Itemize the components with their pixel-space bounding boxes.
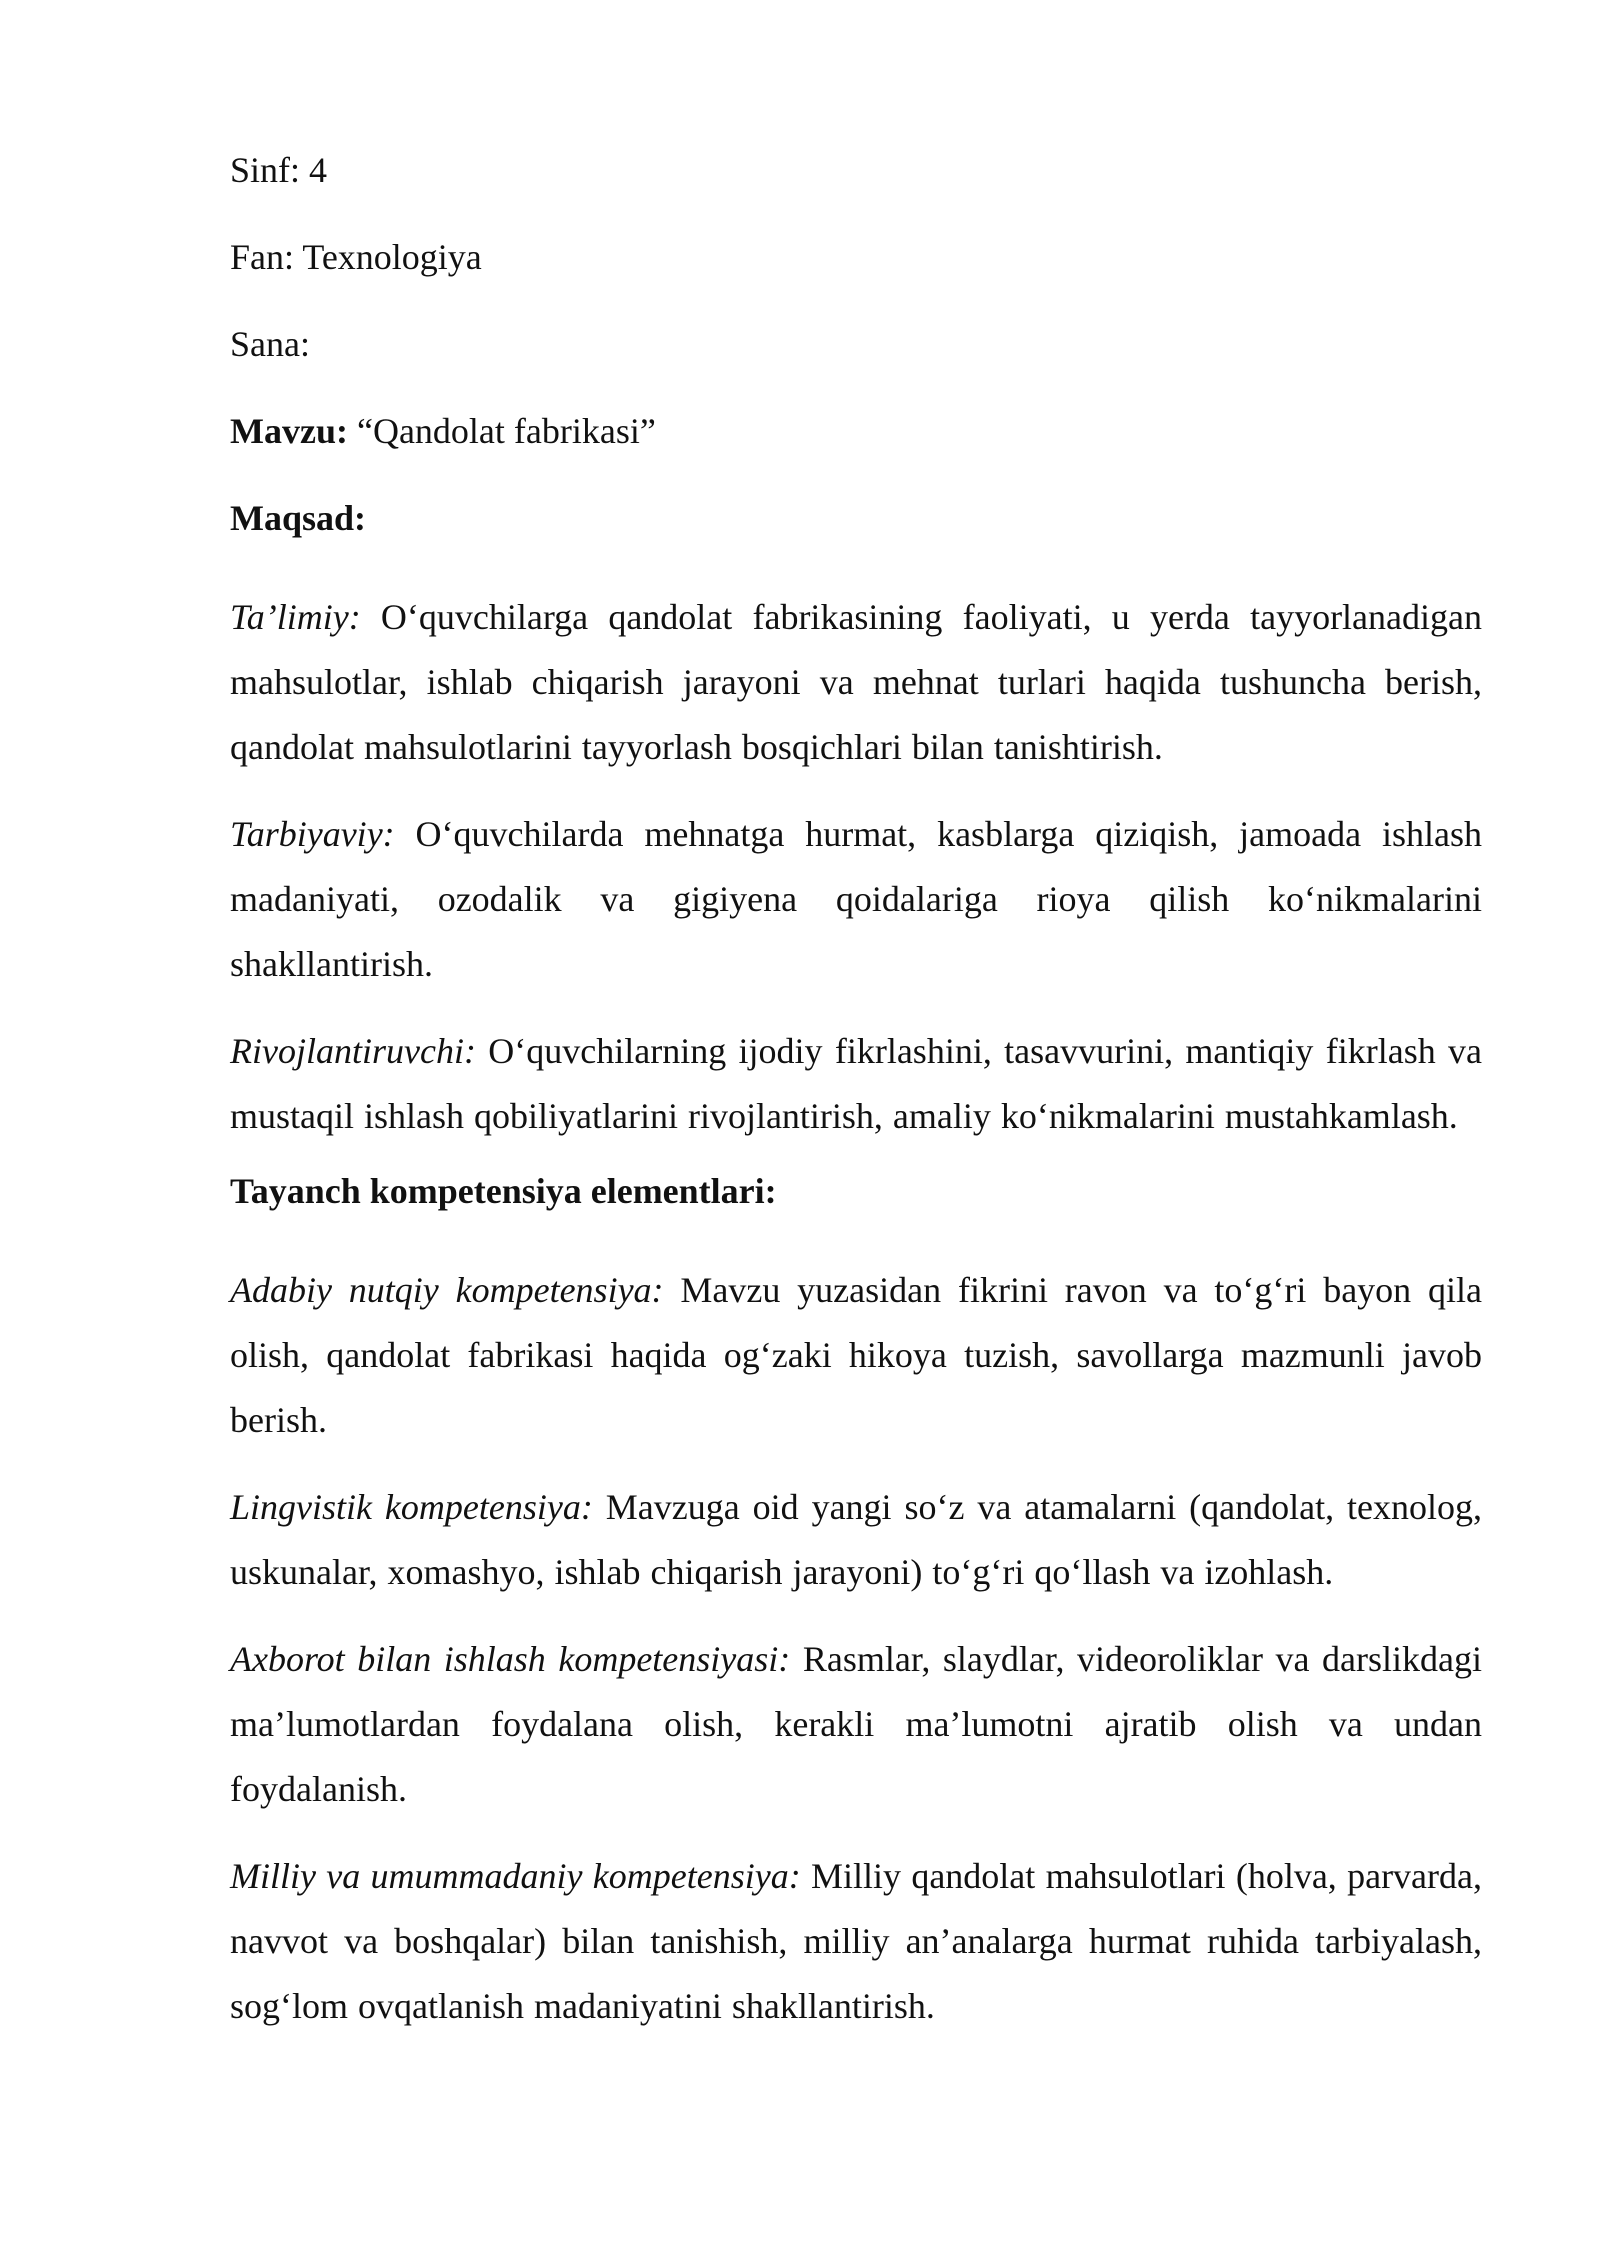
goal-educational-text: O‘quvchilarga qandolat fabrikasining faoliyati, u yerda tayyorlanadigan mahsulotlar, ishlab chiqarish jarayoni va mehnat turlari haqida tushuncha berish, qandolat mahsulotlarini tayyorlash bosqichlari bilan tanishtirish. <box>230 597 1482 767</box>
competency-linguistic <box>230 1475 1482 1605</box>
goal-educational <box>230 585 1482 780</box>
topic-line <box>230 411 1482 451</box>
goal-educational-label: Ta’limiy: <box>230 597 361 637</box>
competency-information-label: Axborot bilan ishlash kompetensiyasi: <box>230 1639 791 1679</box>
competency-literary-speech <box>230 1258 1482 1453</box>
topic-label: Mavzu: <box>230 411 348 451</box>
goal-upbringing-label: Tarbiyaviy: <box>230 814 395 854</box>
competency-national-cultural <box>230 1844 1482 2039</box>
goal-upbringing <box>230 802 1482 997</box>
competency-literary-speech-text: Mavzu yuzasidan fikrini ravon va to‘g‘ri bayon qila olish, qandolat fabrikasi haqida og‘zaki hikoya tuzish, savollarga mazmunli javob berish. <box>230 1270 1482 1440</box>
competency-national-cultural-text: Milliy qandolat mahsulotlari (holva, parvarda, navvot va boshqalar) bilan tanishish, milliy an’analarga hurmat ruhida tarbiyalash, sog‘lom ovqatlanish madaniyatini shakllantirish. <box>230 1856 1482 2026</box>
competency-literary-speech-label: Adabiy nutqiy kompetensiya: <box>230 1270 664 1310</box>
competency-national-cultural-label: Milliy va umummadaniy kompetensiya: <box>230 1856 801 1896</box>
grade-line: Sinf: 4 <box>230 150 328 190</box>
goals-heading: Maqsad: <box>230 498 367 538</box>
competencies-heading: Tayanch kompetensiya elementlari: <box>230 1171 777 1211</box>
topic-value: “Qandolat fabrikasi” <box>347 411 656 451</box>
competency-linguistic-label: Lingvistik kompetensiya: <box>230 1487 593 1527</box>
competency-information <box>230 1627 1482 1822</box>
competency-information-text: Rasmlar, slaydlar, videoroliklar va darslikdagi ma’lumotlardan foydalana olish, kerakli ma’lumotni ajratib olish va undan foydalanish. <box>230 1639 1482 1809</box>
goal-developmental <box>230 1019 1482 1149</box>
subject-line: Fan: Texnologiya <box>230 237 482 277</box>
goal-developmental-label: Rivojlantiruvchi: <box>230 1031 476 1071</box>
goal-developmental-text: O‘quvchilarning ijodiy fikrlashini, tasavvurini, mantiqiy fikrlash va mustaqil ishlash qobiliyatlarini rivojlantirish, amaliy ko‘nikmalarini mustahkamlash. <box>230 1031 1482 1136</box>
date-line: Sana: <box>230 324 310 364</box>
goal-upbringing-text: O‘quvchilarda mehnatga hurmat, kasblarga qiziqish, jamoada ishlash madaniyati, ozodalik va gigiyena qoidalariga rioya qilish ko‘nikmalarini shakllantirish. <box>230 814 1482 984</box>
competency-linguistic-text: Mavzuga oid yangi so‘z va atamalarni (qandolat, texnolog, uskunalar, xomashyo, ishlab chiqarish jarayoni) to‘g‘ri qo‘llash va izohlash. <box>230 1487 1482 1592</box>
